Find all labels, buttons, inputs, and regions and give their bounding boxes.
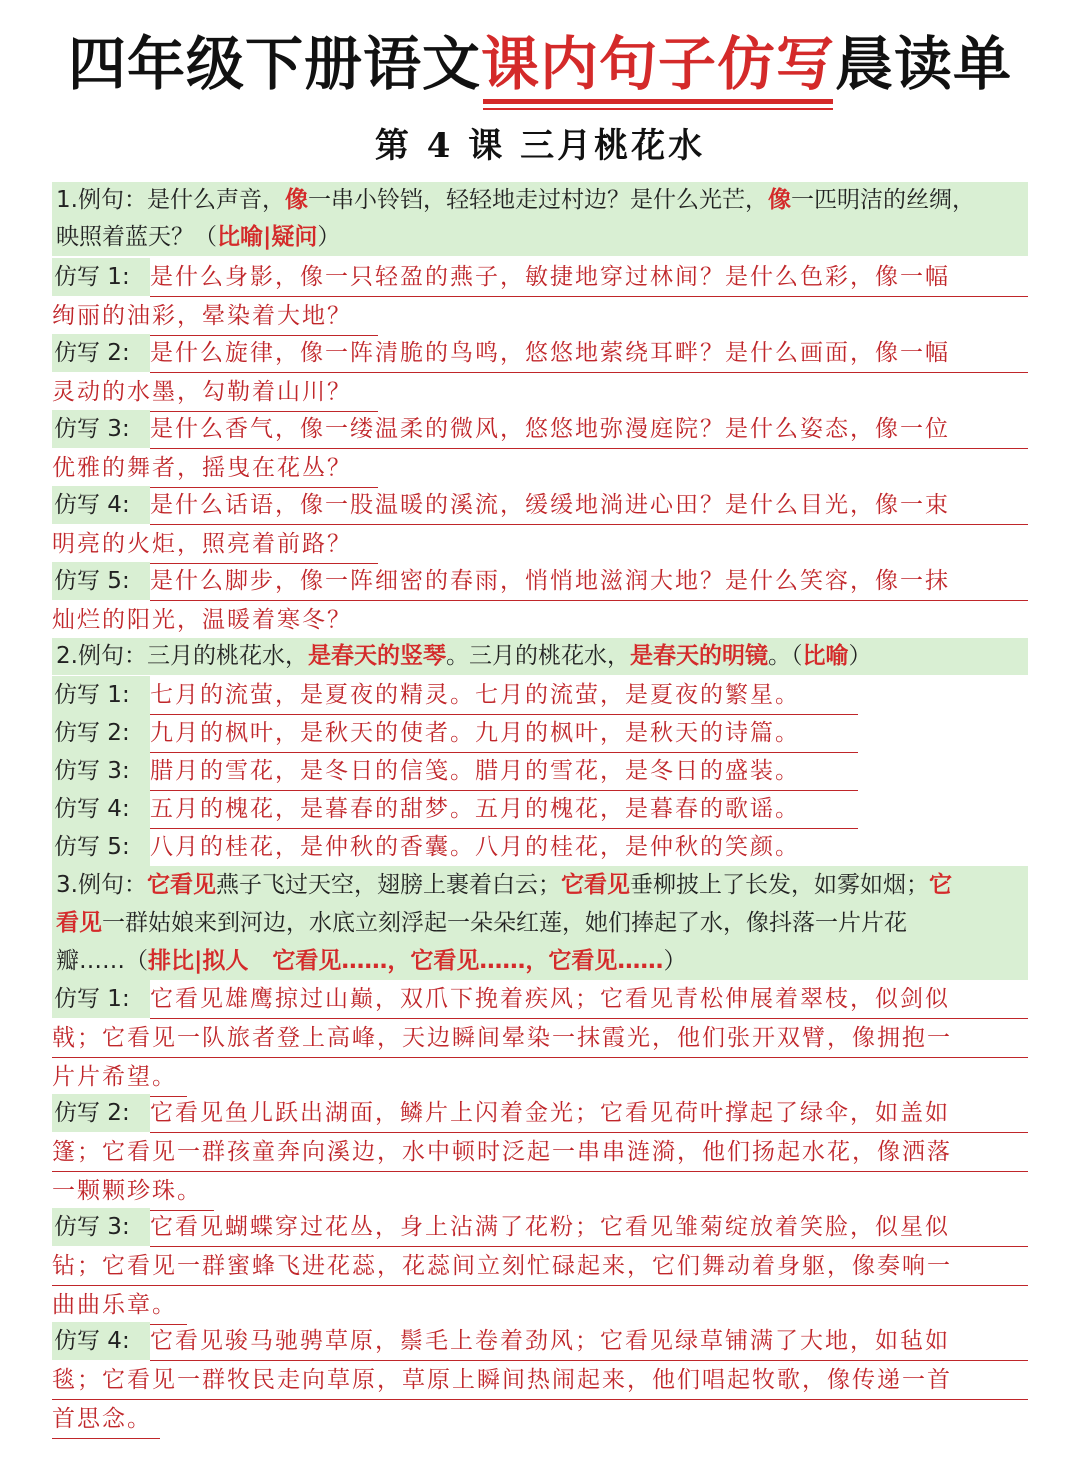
ex-highlight: 看见 <box>56 910 102 936</box>
section-3 <box>52 866 1028 980</box>
s2-item-1 <box>52 676 1028 715</box>
item-line: 它看见雄鹰掠过山巅，双爪下挽着疾风；它看见青松伸展着翠枝，似剑似 <box>150 980 1028 1019</box>
item-label: 仿写 4: <box>52 486 150 524</box>
item-label: 仿写 1: <box>52 676 150 714</box>
item-label: 仿写 4: <box>52 1322 150 1360</box>
ex-text: ） <box>663 948 687 974</box>
item-line: 优雅的舞者，摇曳在花丛？ <box>52 449 378 488</box>
item-line: 灵动的水墨，勾勒着山川？ <box>52 373 378 412</box>
item-line: 七月的流萤，是夏夜的精灵。七月的流萤，是夏夜的繁星。 <box>150 676 858 715</box>
ex-text: 一匹明洁的丝绸， <box>790 187 975 213</box>
ex-text: 1.例句：是什么声音， <box>56 187 285 213</box>
s3-item-4 <box>52 1322 1028 1451</box>
item-line: 它看见蝴蝶穿过花丛，身上沾满了花粉；它看见雏菊绽放着笑脸，似星似 <box>150 1208 1028 1247</box>
rhetoric-tag: 比喻|疑问 <box>217 224 318 250</box>
item-label: 仿写 3: <box>52 752 150 790</box>
page-title <box>0 28 1080 100</box>
ex-text: ） <box>848 643 872 669</box>
ex-highlight: 像 <box>767 187 791 213</box>
item-line: 曲曲乐章。 <box>52 1286 187 1325</box>
ex-highlight: 是春天的竖琴 <box>307 643 446 669</box>
ex-highlight: 它 <box>928 872 952 898</box>
item-label: 仿写 2: <box>52 334 150 372</box>
s3-item-2 <box>52 1094 1028 1223</box>
item-label: 仿写 5: <box>52 828 150 866</box>
item-line: 毯；它看见一群牧民走向草原，草原上瞬间热闹起来，他们唱起牧歌，像传递一首 <box>52 1361 1028 1400</box>
item-line: 明亮的火炬，照亮着前路？ <box>52 525 378 564</box>
item-line: 它看见骏马驰骋草原，鬃毛上卷着劲风；它看见绿草铺满了大地，如毡如 <box>150 1322 1028 1361</box>
example-sentence-2 <box>52 638 1028 675</box>
lesson-subtitle: 第 4 课 三月桃花水 <box>374 126 706 166</box>
ex-text: 一串小铃铛，轻轻地走过村边？是什么光芒， <box>307 187 768 213</box>
item-line: 首思念。 <box>52 1400 160 1439</box>
item-label: 仿写 1: <box>52 258 150 296</box>
item-line: 片片希望。 <box>52 1058 187 1097</box>
item-label: 仿写 3: <box>52 410 150 448</box>
ex-text: 3.例句： <box>56 872 147 898</box>
item-line: 是什么身影，像一只轻盈的燕子，敏捷地穿过林间？是什么色彩，像一幅 <box>150 258 1028 297</box>
ex-text: ） <box>317 224 341 250</box>
item-line: 是什么脚步，像一阵细密的春雨，悄悄地滋润大地？是什么笑容，像一抹 <box>150 562 1028 601</box>
item-label: 仿写 2: <box>52 714 150 752</box>
s2-item-2 <box>52 714 1028 753</box>
example-sentence-3 <box>52 866 1028 980</box>
item-line: 一颗颗珍珠。 <box>52 1172 214 1211</box>
item-label: 仿写 1: <box>52 980 150 1018</box>
section-1 <box>52 182 1028 256</box>
s3-item-3 <box>52 1208 1028 1337</box>
title-part2: 课内句子仿写 <box>480 30 835 98</box>
item-line: 灿烂的阳光，温暖着寒冬？ <box>52 601 378 640</box>
item-line: 五月的槐花，是暮春的甜梦。五月的槐花，是暮春的歌谣。 <box>150 790 858 829</box>
title-part1: 四年级下册语文 <box>67 30 481 98</box>
title-part3: 晨读单 <box>835 30 1013 98</box>
section-2 <box>52 638 1028 675</box>
item-line: 篷；它看见一群孩童奔向溪边，水中顿时泛起一串串涟漪，他们扬起水花，像洒落 <box>52 1133 1028 1172</box>
s2-item-4 <box>52 790 1028 829</box>
s2-item-3 <box>52 752 1028 791</box>
ex-text: 。（ <box>767 643 803 669</box>
ex-highlight: 像 <box>284 187 308 213</box>
ex-text: 瓣……（ <box>56 948 148 974</box>
ex-text: 垂柳披上了长发，如雾如烟； <box>629 872 929 898</box>
ex-text: 映照着蓝天？（ <box>56 224 217 250</box>
item-line: 八月的桂花，是仲秋的香囊。八月的桂花，是仲秋的笑颜。 <box>150 828 858 867</box>
item-label: 仿写 3: <box>52 1208 150 1246</box>
item-line: 钻；它看见一群蜜蜂飞进花蕊，花蕊间立刻忙碌起来，它们舞动着身躯，像奏响一 <box>52 1247 1028 1286</box>
ex-text: 燕子飞过天空，翅膀上裹着白云； <box>215 872 561 898</box>
item-line: 腊月的雪花，是冬日的信笺。腊月的雪花，是冬日的盛装。 <box>150 752 858 791</box>
item-line: 戟；它看见一队旅者登上高峰，天边瞬间晕染一抹霞光，他们张开双臂，像拥抱一 <box>52 1019 1028 1058</box>
ex-highlight: 它看见 <box>560 872 630 898</box>
item-line: 是什么旋律，像一阵清脆的鸟鸣，悠悠地萦绕耳畔？是什么画面，像一幅 <box>150 334 1028 373</box>
ex-highlight: 它看见 <box>146 872 216 898</box>
item-label: 仿写 2: <box>52 1094 150 1132</box>
ex-text: 2.例句：三月的桃花水， <box>56 643 308 669</box>
ex-text: 一群姑娘来到河边，水底立刻浮起一朵朵红莲，她们捧起了水，像抖落一片片花 <box>102 910 907 936</box>
example-sentence-1 <box>52 182 1028 256</box>
item-line: 绚丽的油彩，晕染着大地？ <box>52 297 378 336</box>
item-label: 仿写 4: <box>52 790 150 828</box>
ex-highlight: 是春天的明镜 <box>629 643 768 669</box>
ex-text: 。三月的桃花水， <box>445 643 630 669</box>
item-line: 它看见鱼儿跃出湖面，鳞片上闪着金光；它看见荷叶撑起了绿伞，如盖如 <box>150 1094 1028 1133</box>
rhetoric-tag: 比喻 <box>802 643 849 669</box>
rhetoric-tag: 排比|拟人 它看见……，它看见……，它看见…… <box>148 948 664 974</box>
s3-item-1 <box>52 980 1028 1109</box>
item-line: 是什么香气，像一缕温柔的微风，悠悠地弥漫庭院？是什么姿态，像一位 <box>150 410 1028 449</box>
item-label: 仿写 5: <box>52 562 150 600</box>
item-line: 九月的枫叶，是秋天的使者。九月的枫叶，是秋天的诗篇。 <box>150 714 858 753</box>
item-line: 是什么话语，像一股温暖的溪流，缓缓地淌进心田？是什么目光，像一束 <box>150 486 1028 525</box>
s2-item-5 <box>52 828 1028 867</box>
